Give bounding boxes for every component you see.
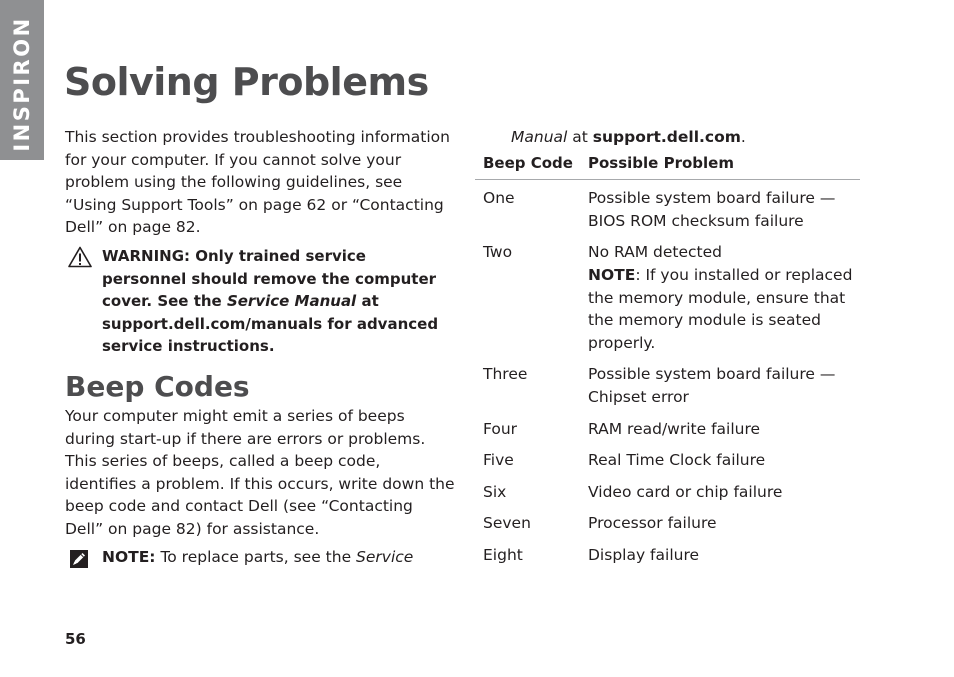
beep-code-cell: Three bbox=[483, 365, 528, 384]
table-header-row bbox=[475, 152, 860, 180]
warning-text: WARNING: Only trained service personnel should remove the computer cover. See the Service Manual at support.dell.com/manuals for advanced service instructions. bbox=[102, 246, 439, 356]
beep-code-cell: Seven bbox=[483, 514, 531, 533]
problem-cell: Video card or chip failure bbox=[588, 482, 783, 501]
warning-icon bbox=[68, 246, 92, 268]
table-row bbox=[475, 241, 860, 363]
left-column bbox=[65, 126, 455, 568]
page-number: 56 bbox=[65, 630, 86, 648]
problem-cell: Display failure bbox=[588, 545, 700, 564]
problem-cell: Possible system board failure — BIOS ROM checksum failure bbox=[588, 189, 836, 230]
problem-cell: Real Time Clock failure bbox=[588, 451, 766, 470]
header-beep-code: Beep Code bbox=[475, 152, 588, 180]
beep-codes-paragraph: Your computer might emit a series of beeps during start-up if there are errors or problems. This series of beeps, called a beep code, identifies a problem. If this occurs, write down the beep code and contact Dell (see “Contacting Dell” on page 82) for assistance. bbox=[65, 406, 455, 538]
table-row bbox=[475, 180, 860, 242]
beep-codes-table bbox=[475, 152, 860, 576]
table-row bbox=[475, 363, 860, 417]
beep-code-cell: Eight bbox=[483, 545, 523, 564]
right-column bbox=[475, 126, 860, 576]
table-row bbox=[475, 449, 860, 481]
beep-code-cell: Four bbox=[483, 419, 518, 438]
table-row bbox=[475, 512, 860, 544]
beep-code-cell: Five bbox=[483, 451, 514, 470]
table-row bbox=[475, 544, 860, 576]
beep-code-cell: One bbox=[483, 189, 515, 208]
note-pencil-icon bbox=[69, 549, 89, 569]
warning-block bbox=[65, 245, 455, 358]
beep-codes-heading: Beep Codes bbox=[65, 369, 250, 403]
table-row bbox=[475, 418, 860, 450]
problem-cell: Possible system board failure — Chipset error bbox=[588, 365, 836, 406]
intro-paragraph: This section provides troubleshooting information for your computer. If you cannot solve your problem using the following guidelines, see “Using Support Tools” on page 62 or “Contacting Dell” on page 82. bbox=[65, 128, 450, 237]
problem-cell: RAM read/write failure bbox=[588, 419, 761, 438]
beep-code-cell: Two bbox=[483, 243, 513, 262]
note-text: NOTE: To replace parts, see the Service bbox=[102, 547, 414, 566]
brand-label: INSPIRON bbox=[10, 16, 34, 152]
page-title: Solving Problems bbox=[64, 60, 429, 104]
beep-code-cell: Six bbox=[483, 482, 507, 501]
note-continuation: Manual at support.dell.com. bbox=[511, 128, 746, 146]
problem-cell: Processor failure bbox=[588, 514, 717, 533]
header-possible-problem: Possible Problem bbox=[588, 152, 860, 180]
table-row bbox=[475, 481, 860, 513]
problem-cell: No RAM detected NOTE: If you installed or replaced the memory module, ensure that the memory module is seated properly. bbox=[588, 243, 853, 352]
side-tab bbox=[0, 0, 44, 160]
note-block bbox=[65, 546, 455, 569]
